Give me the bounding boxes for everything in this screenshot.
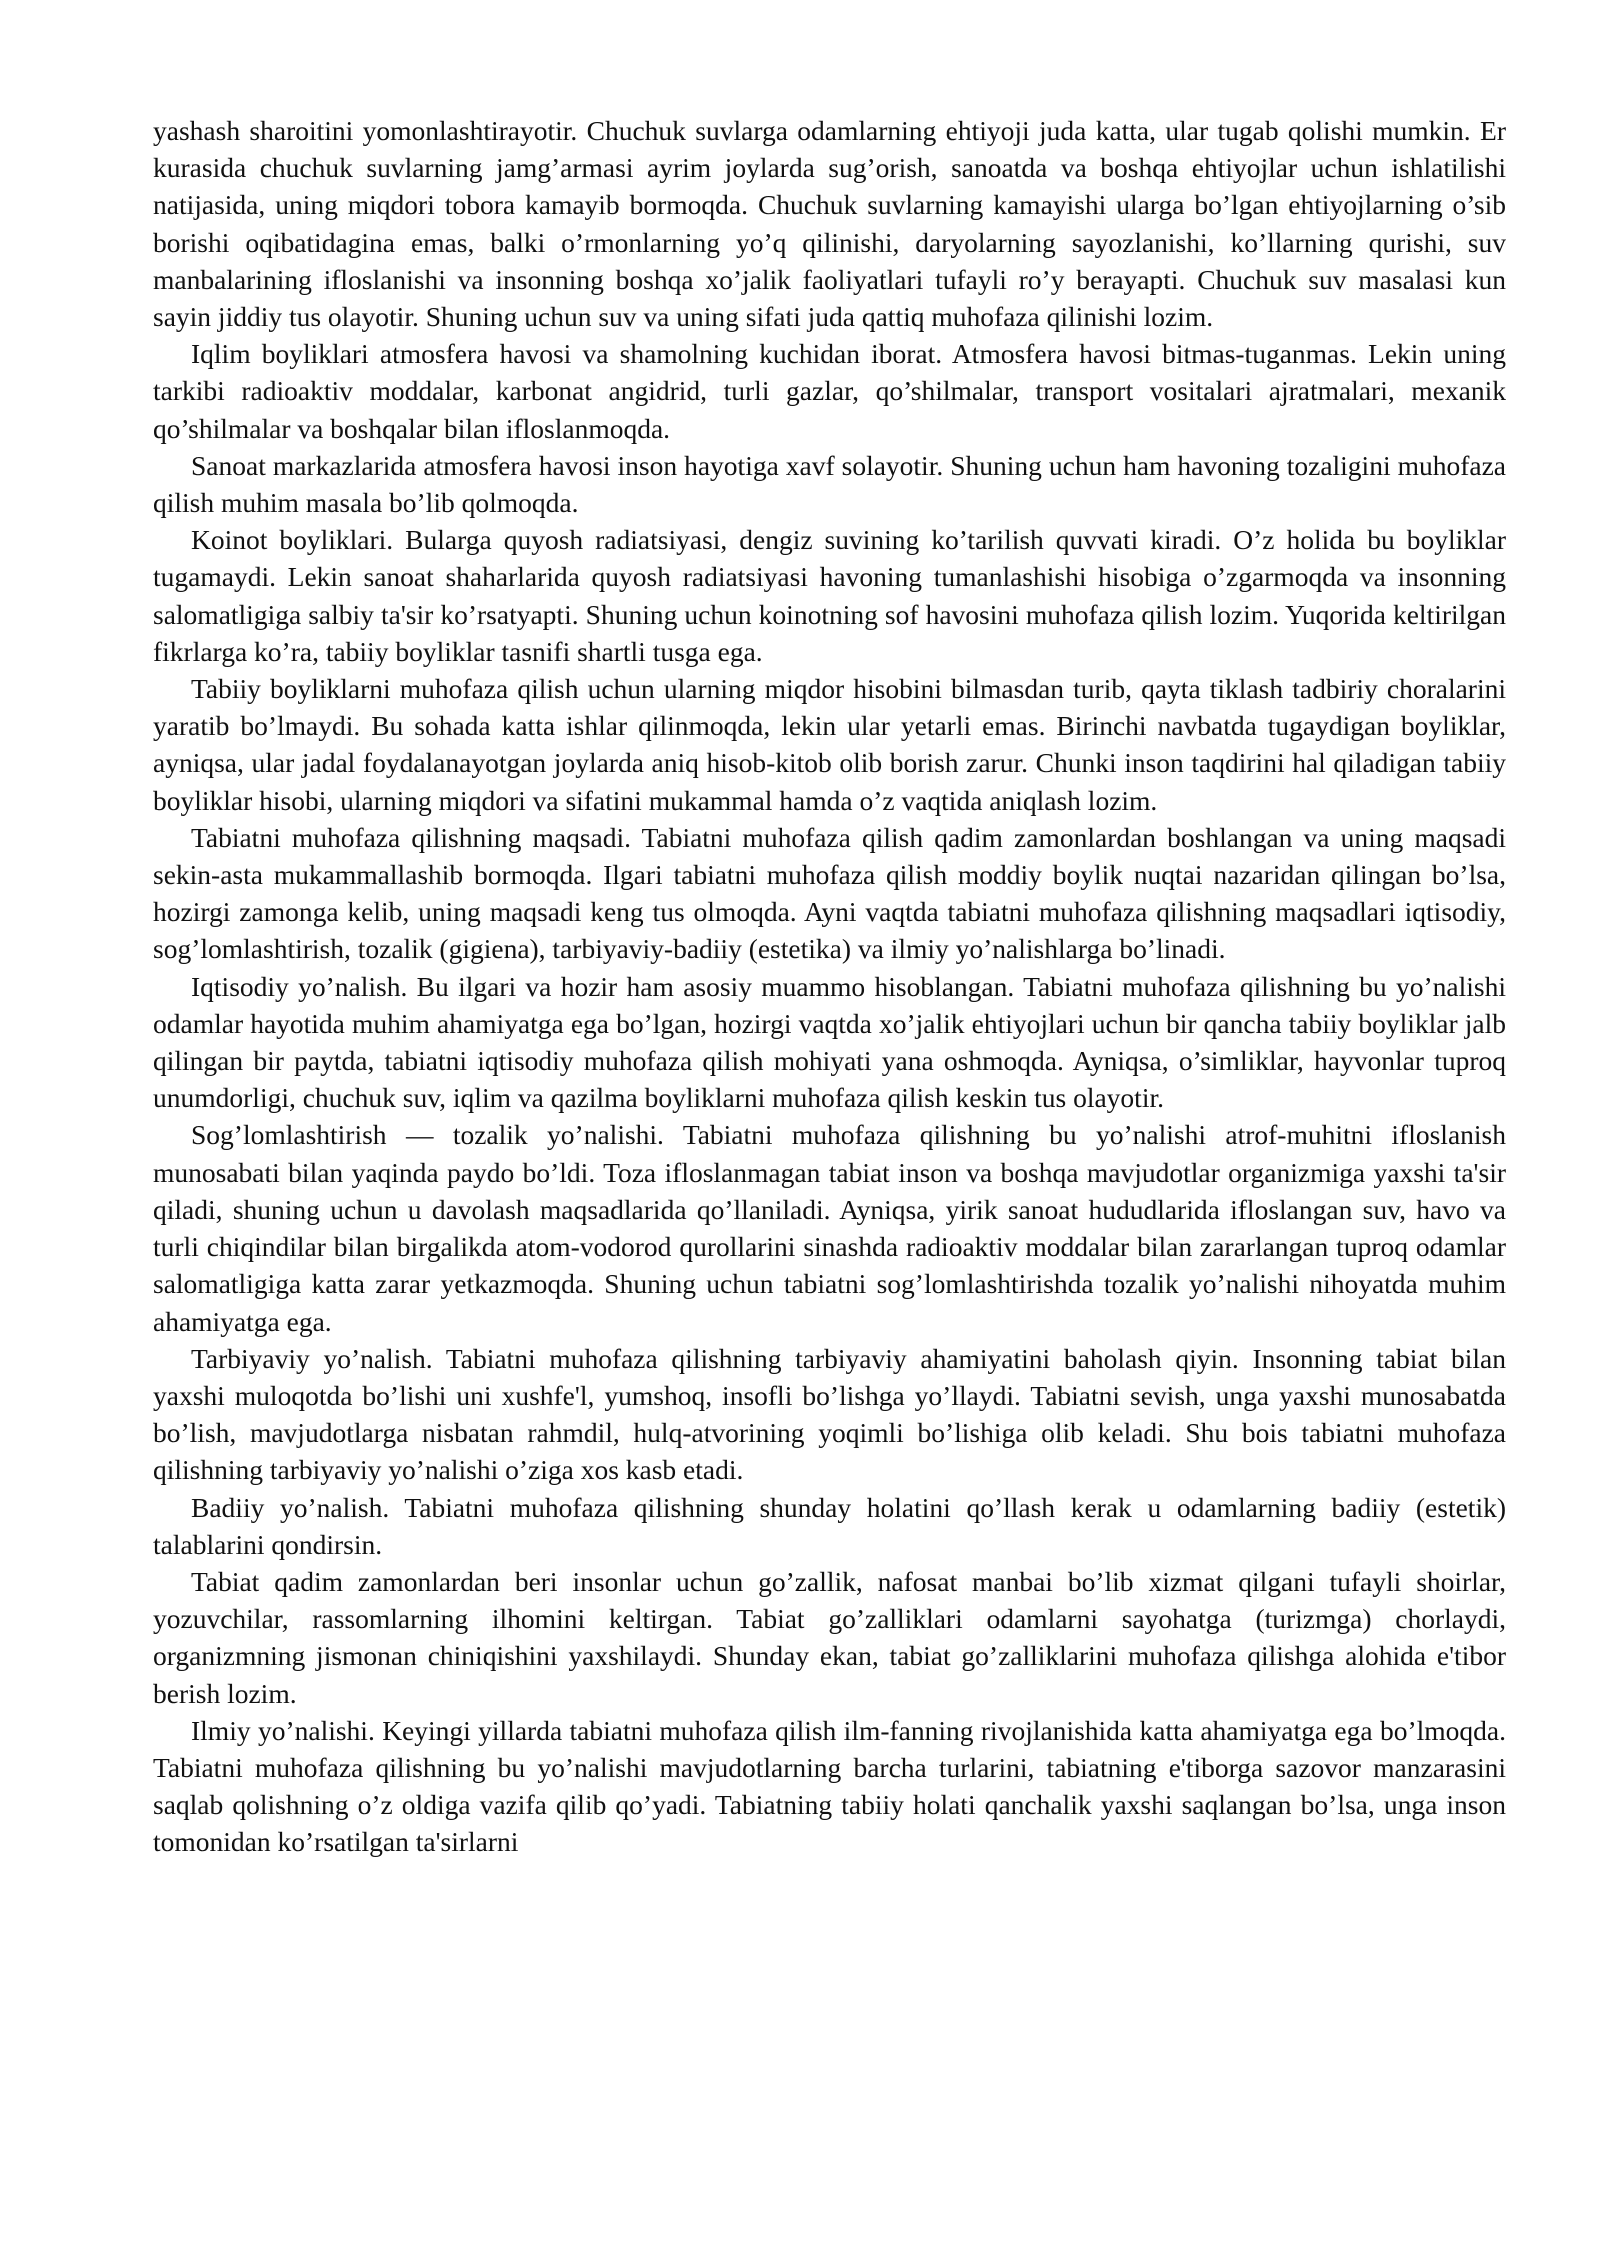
paragraph: Ilmiy yo’nalishi. Keyingi yillarda tabiatni muhofaza qilish ilm-fanning rivojlanishida katta ahamiyatga ega bo’lmoqda. Tabiatni muhofaza qilishning bu yo’nalishi mavjudotlarning barcha turlarini, tabiatning e'tiborga sazovor manzarasini saqlab qolishning o’z oldiga vazifa qilib qo’yadi. Tabiatning tabiiy holati qanchalik yaxshi saqlangan bo’lsa, unga inson tomonidan ko’rsatilgan ta'sirlarni	[153, 1714, 1506, 1858]
paragraph: Tabiatni muhofaza qilishning maqsadi. Tabiatni muhofaza qilish qadim zamonlardan boshlangan va uning maqsadi sekin-asta mukammallashib bormoqda. Ilgari tabiatni muhofaza qilish moddiy boylik nuqtai nazaridan qilingan bo’lsa, hozirgi zamonga kelib, uning maqsadi keng tus olmoqda. Ayni vaqtda tabiatni muhofaza qilishning maqsadlari iqtisodiy, sog’lomlashtirish, tozalik (gigiena), tarbiyaviy-badiiy (estetika) va ilmiy yo’nalishlarga bo’linadi.	[153, 821, 1506, 965]
document-page	[153, 112, 1506, 1861]
paragraph: Sog’lomlashtirish — tozalik yo’nalishi. Tabiatni muhofaza qilishning bu yo’nalishi atrof-muhitni ifloslanish munosabati bilan yaqinda paydo bo’ldi. Toza ifloslanmagan tabiat inson va boshqa mavjudotlar organizmiga yaxshi ta'sir qiladi, shuning uchun u davolash maqsadlarida qo’llaniladi. Ayniqsa, yirik sanoat hududlarida ifloslangan suv, havo va turli chiqindilar bilan birgalikda atom-vodorod qurollarini sinashda radioaktiv moddalar bilan zararlangan tuproq odamlar salomatligiga katta zarar yetkazmoqda. Shuning uchun tabiatni sog’lomlashtirishda tozalik yo’nalishi nihoyatda muhim ahamiyatga ega.	[153, 1119, 1506, 1337]
paragraph: Tabiiy boyliklarni muhofaza qilish uchun ularning miqdor hisobini bilmasdan turib, qayta tiklash tadbiriy choralarini yaratib bo’lmaydi. Bu sohada katta ishlar qilinmoqda, lekin ular yetarli emas. Birinchi navbatda tugaydigan boyliklar, ayniqsa, ular jadal foydalanayotgan joylarda aniq hisob-kitob olib borish zarur. Chunki inson taqdirini hal qiladigan tabiiy boyliklar hisobi, ularning miqdori va sifatini mukammal hamda o’z vaqtida aniqlash lozim.	[153, 673, 1506, 816]
paragraph: Iqtisodiy yo’nalish. Bu ilgari va hozir ham asosiy muammo hisoblangan. Tabiatni muhofaza qilishning bu yo’nalishi odamlar hayotida muhim ahamiyatga ega bo’lgan, hozirgi vaqtda xo’jalik ehtiyojlari uchun bir qancha tabiiy boyliklar jalb qilingan bir paytda, tabiatni iqtisodiy muhofaza qilish mohiyati yana oshmoqda. Ayniqsa, o’simliklar, hayvonlar tuproq unumdorligi, chuchuk suv, iqlim va qazilma boyliklarni muhofaza qilish keskin tus olayotir.	[153, 970, 1506, 1114]
paragraph: Iqlim boyliklari atmosfera havosi va shamolning kuchidan iborat. Atmosfera havosi bitmas-tuganmas. Lekin uning tarkibi radioaktiv moddalar, karbonat angidrid, turli gazlar, qo’shilmalar, transport vositalari ajratmalari, mexanik qo’shilmalar va boshqalar bilan ifloslanmoqda.	[153, 338, 1506, 444]
paragraph: Tabiat qadim zamonlardan beri insonlar uchun go’zallik, nafosat manbai bo’lib xizmat qilgani tufayli shoirlar, yozuvchilar, rassomlarning ilhomini keltirgan. Tabiat go’zalliklari odamlarni sayohatga (turizmga) chorlaydi, organizmning jismonan chiniqishini yaxshilaydi. Shunday ekan, tabiat go’zalliklarini muhofaza qilishga alohida e'tibor berish lozim.	[153, 1565, 1506, 1709]
paragraph: Sanoat markazlarida atmosfera havosi inson hayotiga xavf solayotir. Shuning uchun ham havoning tozaligini muhofaza qilish muhim masala bo’lib qolmoqda.	[153, 449, 1506, 519]
paragraph: Tarbiyaviy yo’nalish. Tabiatni muhofaza qilishning tarbiyaviy ahamiyatini baholash qiyin. Insonning tabiat bilan yaxshi muloqotda bo’lishi uni xushfe'l, yumshoq, insofli bo’lishga yo’llaydi. Tabiatni sevish, unga yaxshi munosabatda bo’lish, mavjudotlarga nisbatan rahmdil, hulq-atvorining yoqimli bo’lishiga olib keladi. Shu bois tabiatni muhofaza qilishning tarbiyaviy yo’nalishi o’ziga xos kasb etadi.	[153, 1342, 1506, 1486]
paragraph: Koinot boyliklari. Bularga quyosh radiatsiyasi, dengiz suvining ko’tarilish quvvati kiradi. O’z holida bu boyliklar tugamaydi. Lekin sanoat shaharlarida quyosh radiatsiyasi havoning tumanlashishi hisobiga o’zgarmoqda va insonning salomatligiga salbiy ta'sir ko’rsatyapti. Shuning uchun koinotning sof havosini muhofaza qilish lozim. Yuqorida keltirilgan fikrlarga ko’ra, tabiiy boyliklar tasnifi shartli tusga ega.	[153, 524, 1506, 667]
paragraph: Badiiy yo’nalish. Tabiatni muhofaza qilishning shunday holatini qo’llash kerak u odamlarning badiiy (estetik) talablarini qondirsin.	[153, 1491, 1506, 1560]
paragraph: yashash sharoitini yomonlashtirayotir. Chuchuk suvlarga odamlarning ehtiyoji juda katta, ular tugab qolishi mumkin. Er kurasida chuchuk suvlarning jamg’armasi ayrim joylarda sug’orish, sanoatda va boshqa ehtiyojlar uchun ishlatilishi natijasida, uning miqdori tobora kamayib bormoqda. Chuchuk suvlarning kamayishi ularga bo’lgan ehtiyojlarning o’sib borishi oqibatidagina emas, balki o’rmonlarning yo’q qilinishi, daryolarning sayozlanishi, ko’llarning qurishi, suv manbalarining ifloslanishi va insonning boshqa xo’jalik faoliyatlari tufayli ro’y berayapti. Chuchuk suv masalasi kun sayin jiddiy tus olayotir. Shuning uchun suv va uning sifati juda qattiq muhofaza qilinishi lozim.	[153, 115, 1506, 333]
